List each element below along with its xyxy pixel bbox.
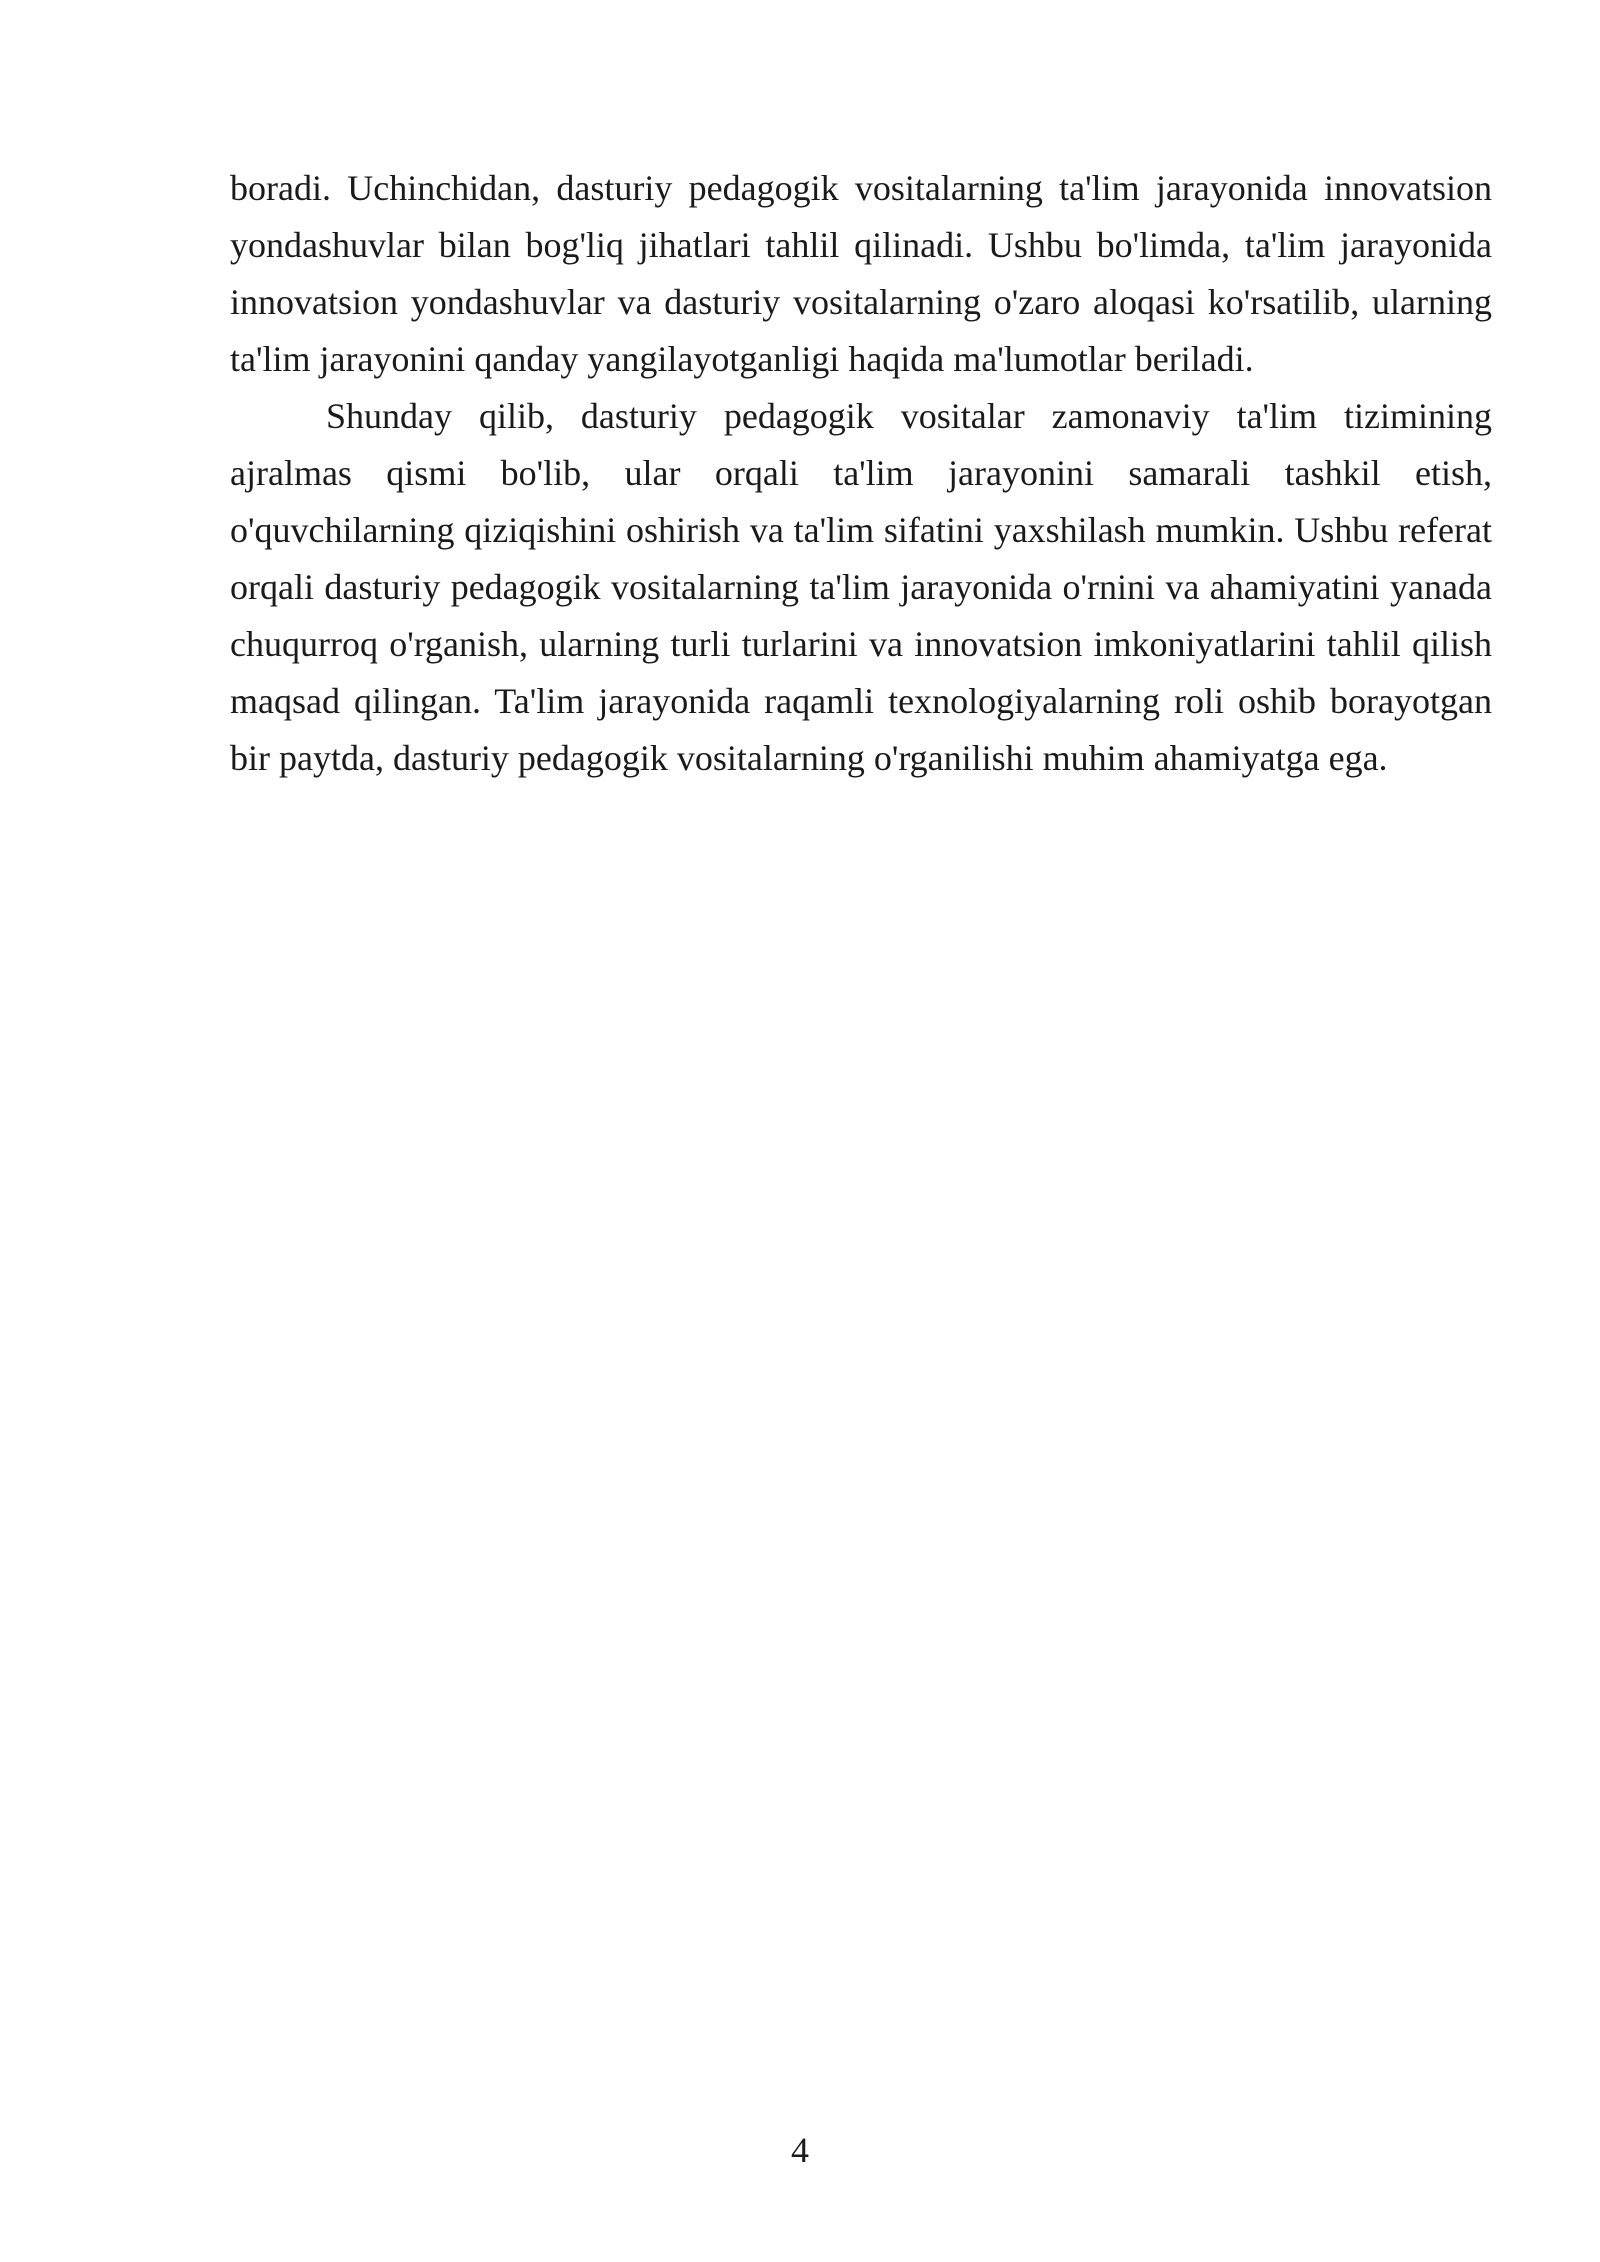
body-text xyxy=(230,160,1492,787)
page-number: 4 xyxy=(791,2130,809,2170)
paragraph-continuation: boradi. Uchinchidan, dasturiy pedagogik vositalarning ta'lim jarayonida innovatsion yondashuvlar bilan bog'liq jihatlari tahlil qilinadi. Ushbu bo'limda, ta'lim jarayonida innovatsion yondashuvlar va dasturiy vositalarning o'zaro aloqasi ko'rsatilib, ularning ta'lim jarayonini qanday yangilayotganligi haqida ma'lumotlar beriladi. xyxy=(230,168,1492,379)
paragraph-conclusion: Shunday qilib, dasturiy pedagogik vositalar zamonaviy ta'lim tizimining ajralmas qismi bo'lib, ular orqali ta'lim jarayonini samarali tashkil etish, o'quvchilarning qiziqishini oshirish va ta'lim sifatini yaxshilash mumkin. Ushbu referat orqali dasturiy pedagogik vositalarning ta'lim jarayonida o'rnini va ahamiyatini yanada chuqurroq o'rganish, ularning turli turlarini va innovatsion imkoniyatlarini tahlil qilish maqsad qilingan. Ta'lim jarayonida raqamli texnologiyalarning roli oshib borayotgan bir paytda, dasturiy pedagogik vositalarning o'rganilishi muhim ahamiyatga ega. xyxy=(230,396,1492,778)
